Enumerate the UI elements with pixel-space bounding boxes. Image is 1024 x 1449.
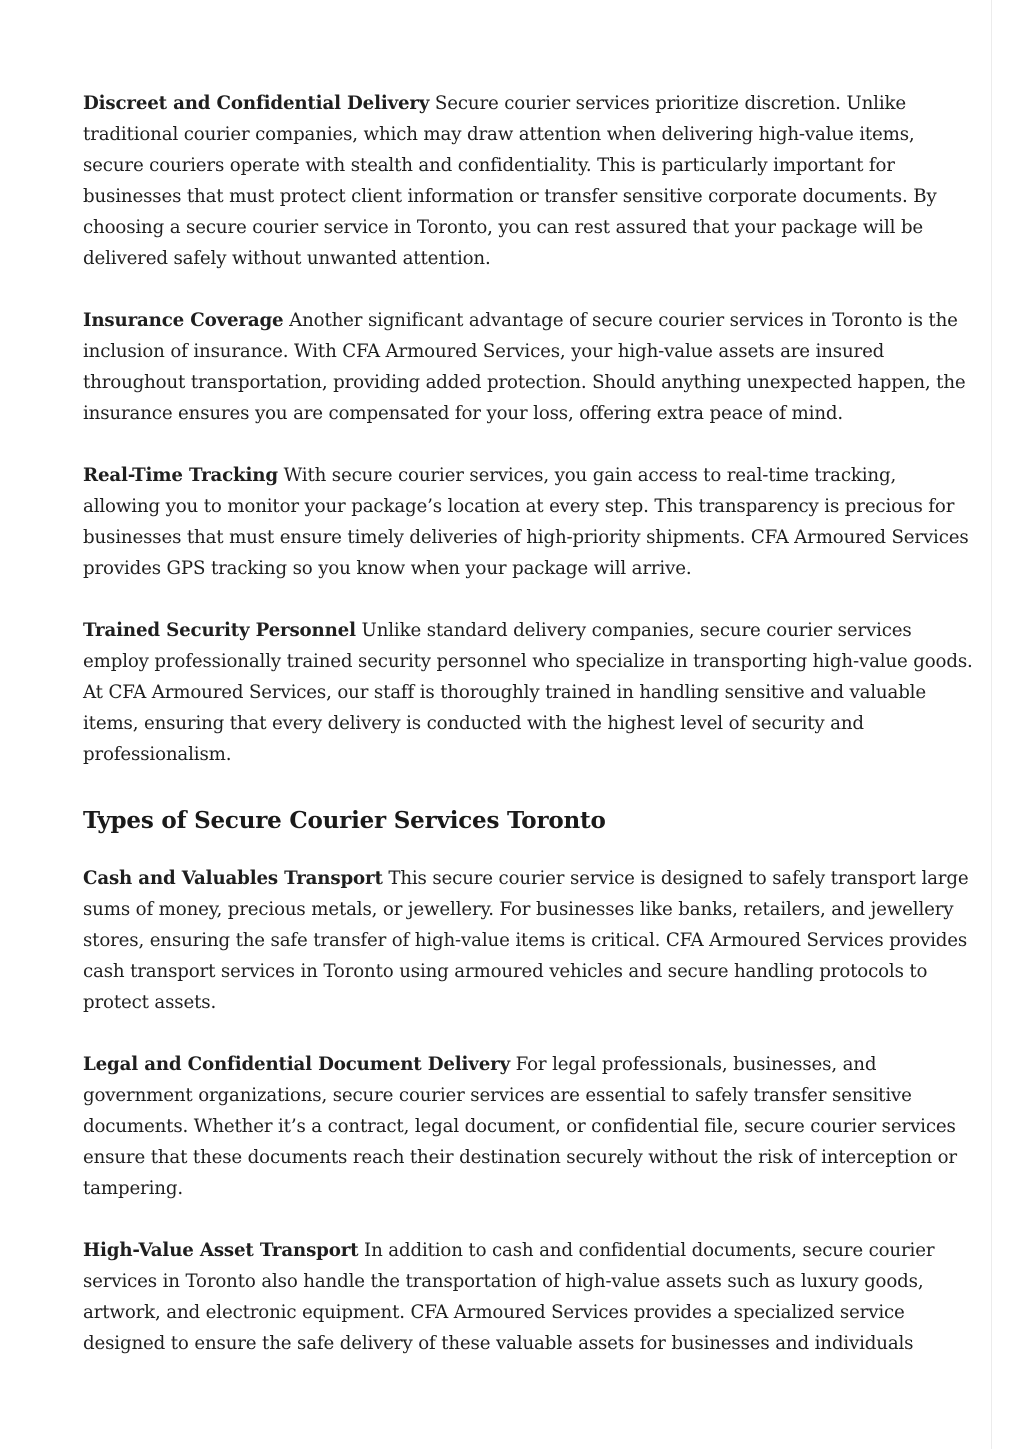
paragraph-lead: Insurance Coverage (83, 310, 284, 331)
paragraph-body: Another significant advantage of secure courier services in Toronto is the inclusion of insurance. With CFA Armoured Services, your high-value assets are insured throughout transportation, providing added protection. Should anything unexpected happen, the insurance ensures you are compensated for your loss, offering extra peace of mind. (83, 310, 966, 424)
paragraph-body: With secure courier services, you gain access to real-time tracking, allowing you to monitor your package’s location at every step. This transparency is precious for businesses that must ensure timely deliveries of high-priority shipments. CFA Armoured Services provides GPS tracking so you know when your package will arrive. (83, 465, 969, 579)
document-content (83, 88, 973, 1390)
paragraph-lead: Legal and Confidential Document Delivery (83, 1054, 510, 1075)
paragraph-real-time-tracking (83, 460, 973, 584)
paragraph-cash-valuables (83, 863, 973, 1018)
paragraph-legal-documents (83, 1049, 973, 1204)
paragraph-body: Secure courier services prioritize discretion. Unlike traditional courier companies, which may draw attention when delivering high-value items, secure couriers operate with stealth and confidentiality. This is particularly important for businesses that must protect client information or transfer sensitive corporate documents. By choosing a secure courier service in Toronto, you can rest assured that your package will be delivered safely without unwanted attention. (83, 93, 937, 269)
paragraph-body: In addition to cash and confidential documents, secure courier services in Toronto also handle the transportation of high-value assets such as luxury goods, artwork, and electronic equipment. CFA Armoured Services provides a specialized service designed to ensure the safe delivery of these valuable assets for businesses and individuals (83, 1240, 935, 1354)
paragraph-lead: Cash and Valuables Transport (83, 868, 383, 889)
paragraph-insurance-coverage (83, 305, 973, 429)
paragraph-lead: High-Value Asset Transport (83, 1240, 359, 1261)
paragraph-body: For legal professionals, businesses, and government organizations, secure courier services are essential to safely transfer sensitive documents. Whether it’s a contract, legal document, or confidential file, secure courier services ensure that these documents reach their destination securely without the risk of interception or tampering. (83, 1054, 957, 1199)
paragraph-trained-personnel (83, 615, 973, 770)
paragraph-lead: Real-Time Tracking (83, 465, 278, 486)
paragraph-discreet-delivery (83, 88, 973, 274)
paragraph-lead: Discreet and Confidential Delivery (83, 93, 430, 114)
paragraph-body: Unlike standard delivery companies, secure courier services employ professionally trained security personnel who specialize in transporting high-value goods. At CFA Armoured Services, our staff is thoroughly trained in handling sensitive and valuable items, ensuring that every delivery is conducted with the highest level of security and professionalism. (83, 620, 973, 765)
section-heading: Types of Secure Courier Services Toronto (83, 807, 606, 834)
paragraph-high-value-assets (83, 1235, 973, 1359)
paragraph-body: This secure courier service is designed to safely transport large sums of money, precious metals, or jewellery. For businesses like banks, retailers, and jewellery stores, ensuring the safe transfer of high-value items is critical. CFA Armoured Services provides cash transport services in Toronto using armoured vehicles and secure handling protocols to protect assets. (83, 868, 969, 1013)
paragraph-lead: Trained Security Personnel (83, 620, 356, 641)
